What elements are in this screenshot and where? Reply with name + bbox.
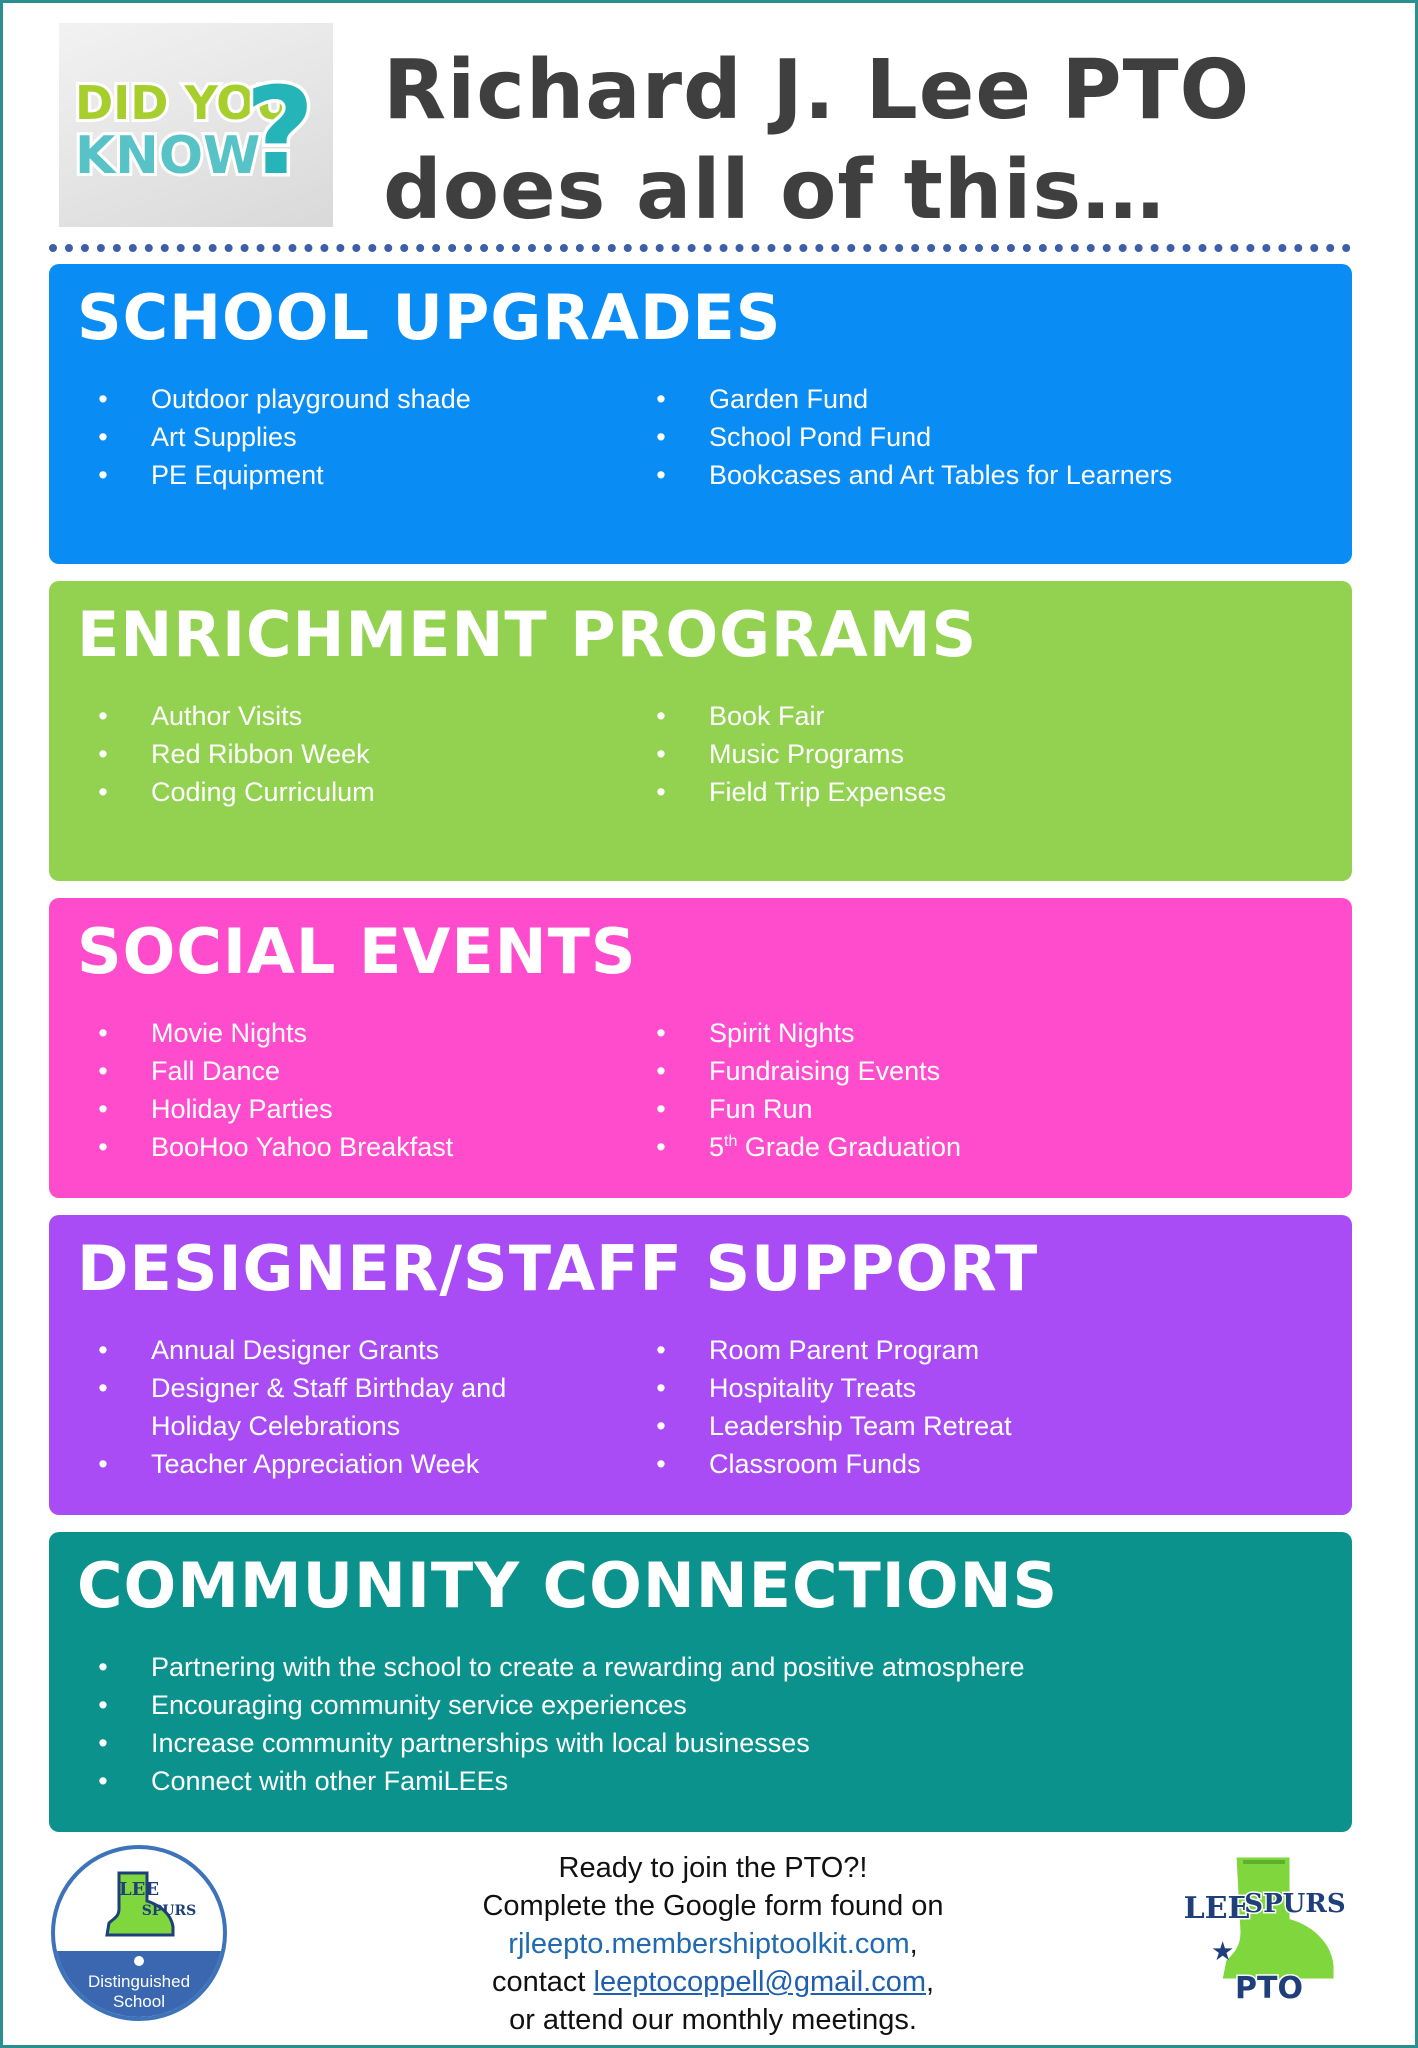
membership-toolkit-link[interactable]: rjleepto.membershiptoolkit.com [508, 1928, 910, 1960]
distinguished-school-logo [49, 1843, 229, 2023]
footer-line-3: rjleepto.membershiptoolkit.com, [508, 1928, 918, 1960]
list-item: • Holiday Parties [151, 1090, 651, 1128]
bullet-icon: • [656, 1094, 666, 1124]
badge-question-mark: ? [245, 63, 315, 202]
section-list-right [656, 697, 1329, 811]
list-item: • Art Supplies [151, 418, 651, 456]
list-item: • Leadership Team Retreat [709, 1407, 1329, 1445]
section-social-events [49, 898, 1352, 1198]
list-item: • Hospitality Treats [709, 1369, 1329, 1407]
apple-icon [134, 1956, 144, 1966]
footer-line-1: Ready to join the PTO?! [558, 1852, 868, 1884]
bullet-icon: • [656, 777, 666, 807]
bullet-icon: • [656, 384, 666, 414]
star-icon: ★ [1211, 1937, 1235, 1967]
list-item: • Bookcases and Art Tables for Learners [709, 456, 1329, 494]
bullet-icon: • [656, 460, 666, 490]
bullet-icon: • [98, 460, 108, 490]
bullet-icon: • [656, 1132, 666, 1162]
section-title: COMMUNITY CONNECTIONS [77, 1549, 1059, 1622]
bullet-icon: • [98, 1652, 108, 1682]
list-item-continuation: Holiday Celebrations [151, 1411, 401, 1441]
logo-word-lee: LEE [1183, 1891, 1251, 1926]
list-item: • Movie Nights [151, 1014, 651, 1052]
bullet-icon: • [656, 422, 666, 452]
list-item: • Increase community partnerships with local businesses [151, 1724, 1301, 1762]
list-item: • Red Ribbon Week [151, 735, 651, 773]
bullet-icon: • [656, 1449, 666, 1479]
bullet-icon: • [98, 1690, 108, 1720]
title-line-1: Richard J. Lee PTO [383, 43, 1251, 138]
list-item: • Fun Run [709, 1090, 1329, 1128]
list-item: • Coding Curriculum [151, 773, 651, 811]
bullet-icon: • [98, 1766, 108, 1796]
section-list-left [98, 1331, 651, 1483]
bullet-icon: • [98, 1728, 108, 1758]
section-community-connections [49, 1532, 1352, 1832]
section-designer-staff-support [49, 1215, 1352, 1515]
footer-line-2: Complete the Google form found on [482, 1890, 944, 1922]
logo-caption-line-1: Distinguished [87, 1972, 191, 1991]
list-item: • Encouraging community service experiences [151, 1686, 1301, 1724]
list-item: • 5th Grade Graduation [709, 1128, 1329, 1166]
did-you-know-graphic [59, 23, 333, 227]
bullet-icon: • [98, 384, 108, 414]
bullet-icon: • [98, 1373, 108, 1403]
footer-call-to-action [303, 1849, 1123, 2039]
section-title: SOCIAL EVENTS [77, 915, 637, 988]
bullet-icon: • [98, 1056, 108, 1086]
bullet-icon: • [656, 739, 666, 769]
section-list [98, 1648, 1301, 1800]
bullet-icon: • [98, 1018, 108, 1048]
logo-word-spurs: SPURS [1244, 1889, 1346, 1919]
list-item: • Fall Dance [151, 1052, 651, 1090]
did-you-know-badge [59, 23, 333, 227]
section-list-right [656, 380, 1329, 494]
footer-line-5: or attend our monthly meetings. [509, 2004, 917, 2036]
section-title: SCHOOL UPGRADES [77, 281, 782, 354]
list-item: • Partnering with the school to create a rewarding and positive atmosphere [151, 1648, 1301, 1686]
list-item: • Annual Designer Grants [151, 1331, 651, 1369]
list-item: • Spirit Nights [709, 1014, 1329, 1052]
bullet-icon: • [98, 777, 108, 807]
bullet-icon: • [656, 1411, 666, 1441]
section-list-left [98, 697, 651, 811]
section-enrichment-programs [49, 581, 1352, 881]
page-title [383, 41, 1383, 241]
section-list-left [98, 380, 651, 494]
list-item: • Garden Fund [709, 380, 1329, 418]
list-item: • BooHoo Yahoo Breakfast [151, 1128, 651, 1166]
title-line-2: does all of this… [383, 143, 1166, 238]
distinguished-school-badge [49, 1843, 229, 2023]
badge-word-know: KNOW [75, 126, 261, 186]
bullet-icon: • [656, 1335, 666, 1365]
bullet-icon: • [98, 1132, 108, 1162]
list-item: • Field Trip Expenses [709, 773, 1329, 811]
bullet-icon: • [656, 1018, 666, 1048]
list-item: • Designer & Staff Birthday and [151, 1369, 651, 1407]
list-item: • Room Parent Program [709, 1331, 1329, 1369]
bullet-icon: • [98, 1449, 108, 1479]
list-item: • Classroom Funds [709, 1445, 1329, 1483]
bullet-icon: • [656, 701, 666, 731]
email-link[interactable]: leeptocoppell@gmail.com [593, 1966, 926, 1998]
list-item: • Book Fair [709, 697, 1329, 735]
list-item: • Author Visits [151, 697, 651, 735]
dotted-divider [49, 244, 1351, 252]
list-item: • Connect with other FamiLEEs [151, 1762, 1301, 1800]
section-list-right [656, 1331, 1329, 1483]
section-title: ENRICHMENT PROGRAMS [77, 598, 978, 671]
bullet-icon: • [98, 1335, 108, 1365]
bullet-icon: • [98, 701, 108, 731]
list-item: • Fundraising Events [709, 1052, 1329, 1090]
section-school-upgrades [49, 264, 1352, 564]
list-item: • Teacher Appreciation Week [151, 1445, 651, 1483]
bullet-icon: • [98, 422, 108, 452]
lee-spurs-pto-logo [1173, 1848, 1353, 2018]
badge-word-did-you: DID YOU [75, 76, 293, 130]
list-item: • Outdoor playground shade [151, 380, 651, 418]
bullet-icon: • [656, 1056, 666, 1086]
bullet-icon: • [98, 739, 108, 769]
lee-spurs-pto-graphic [1173, 1848, 1353, 2018]
logo-caption-line-2: School [113, 1992, 165, 2011]
logo-word-pto: PTO [1235, 1971, 1303, 2006]
section-list-right [656, 1014, 1329, 1166]
list-item: • School Pond Fund [709, 418, 1329, 456]
list-item: • PE Equipment [151, 456, 651, 494]
logo-word-lee: LEE [118, 1879, 160, 1900]
section-list-left [98, 1014, 651, 1166]
bullet-icon: • [98, 1094, 108, 1124]
bullet-icon: • [656, 1373, 666, 1403]
footer-line-4: contact leeptocoppell@gmail.com, [491, 1966, 935, 1998]
list-item: • Music Programs [709, 735, 1329, 773]
section-title: DESIGNER/STAFF SUPPORT [77, 1232, 1039, 1305]
logo-word-spurs: SPURS [141, 1903, 197, 1919]
